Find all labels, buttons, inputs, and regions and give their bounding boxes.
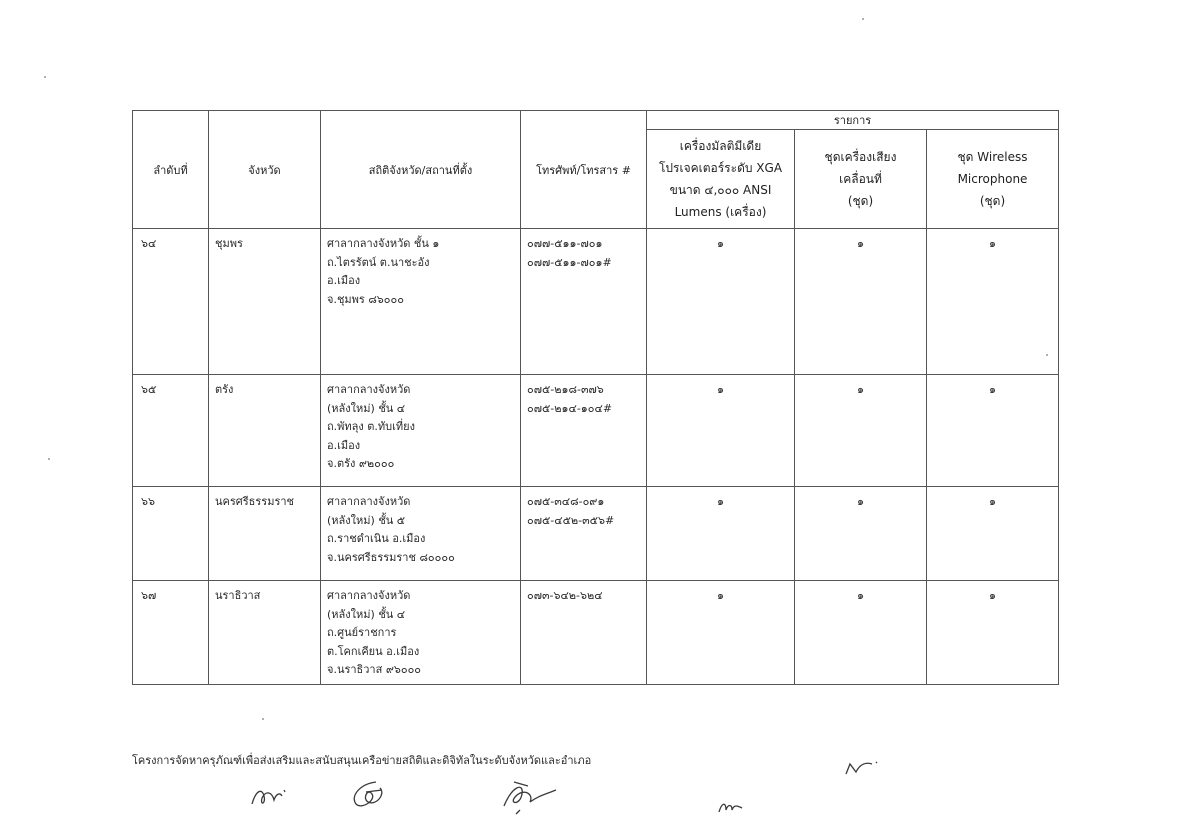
address-line: (หลังใหม่) ชั้น ๔ xyxy=(327,401,406,415)
cell-mic-qty xyxy=(927,581,1059,685)
cell-sound-qty xyxy=(795,229,927,375)
address-line: ถ.ไตรรัตน์ ต.นาชะอัง xyxy=(327,255,430,269)
cell-phone xyxy=(521,229,647,375)
scan-speck xyxy=(262,718,264,720)
address-line: ศาลากลางจังหวัด xyxy=(327,495,411,508)
cell-mic-qty xyxy=(927,229,1059,375)
signature-mark-4 xyxy=(716,798,746,816)
header-items-group: รายการ xyxy=(647,111,1059,130)
table-row xyxy=(133,487,1059,581)
table-row xyxy=(133,581,1059,685)
phone-line: ๐๗๗-๕๑๑-๗๐๑# xyxy=(527,255,612,269)
cell-phone xyxy=(521,375,647,487)
seq-value: ๖๕ xyxy=(141,383,157,396)
signature-mark-3 xyxy=(498,776,562,816)
cell-phone xyxy=(521,581,647,685)
cell-sound-qty xyxy=(795,375,927,487)
cell-sound-qty xyxy=(795,487,927,581)
mic-qty: ๑ xyxy=(989,237,996,250)
sound-qty: ๑ xyxy=(857,495,864,508)
cell-projector-qty xyxy=(647,229,795,375)
address-line: อ.เมือง xyxy=(327,438,361,452)
cell-address xyxy=(321,229,521,375)
header-mic xyxy=(927,130,1059,229)
scan-speck xyxy=(1046,354,1048,356)
cell-sound-qty xyxy=(795,581,927,685)
cell-projector-qty xyxy=(647,581,795,685)
cell-mic-qty xyxy=(927,487,1059,581)
table-row xyxy=(133,375,1059,487)
address-line: จ.นครศรีธรรมราช ๘๐๐๐๐ xyxy=(327,550,455,564)
header-projector xyxy=(647,130,795,229)
header-mic-line: ชุด Wireless xyxy=(957,150,1028,164)
header-office: สถิติจังหวัด/สถานที่ตั้ง xyxy=(321,111,521,229)
mic-qty: ๑ xyxy=(989,589,996,602)
cell-projector-qty xyxy=(647,487,795,581)
cell-seq xyxy=(133,581,209,685)
phone-line: ๐๗๕-๒๑๔-๑๐๔# xyxy=(527,401,613,415)
projector-qty: ๑ xyxy=(717,589,724,602)
header-province: จังหวัด xyxy=(209,111,321,229)
cell-seq xyxy=(133,487,209,581)
phone-line: ๐๗๕-๒๑๘-๓๗๖ xyxy=(527,383,604,396)
address-line: ถ.ศูนย์ราชการ xyxy=(327,626,397,639)
sound-qty: ๑ xyxy=(857,237,864,250)
mic-qty: ๑ xyxy=(989,383,996,396)
header-projector-line: โปรเจคเตอร์ระดับ XGA xyxy=(658,161,783,175)
address-line: ถ.ราชดำเนิน อ.เมือง xyxy=(327,532,426,545)
phone-line: ๐๗๗-๕๑๑-๗๐๑ xyxy=(527,237,603,250)
scan-speck xyxy=(44,76,46,78)
seq-value: ๖๗ xyxy=(141,589,157,602)
address-line: จ.ชุมพร ๘๖๐๐๐ xyxy=(327,292,404,306)
equipment-table xyxy=(132,110,1059,685)
address-line: ศาลากลางจังหวัด ชั้น ๑ xyxy=(327,237,440,250)
phone-line: ๐๗๓-๖๔๒-๖๒๔ xyxy=(527,589,603,602)
header-sound-line: ชุดเครื่องเสียง xyxy=(824,150,897,164)
table-row xyxy=(133,229,1059,375)
projector-qty: ๑ xyxy=(717,495,724,508)
cell-phone xyxy=(521,487,647,581)
header-seq: ลำดับที่ xyxy=(133,111,209,229)
phone-line: ๐๗๕-๔๕๒-๓๕๖# xyxy=(527,513,615,527)
cell-address xyxy=(321,487,521,581)
cell-province xyxy=(209,487,321,581)
province-value: นครศรีธรรมราช xyxy=(215,495,295,508)
sound-qty: ๑ xyxy=(857,589,864,602)
cell-seq xyxy=(133,229,209,375)
header-mic-line: (ชุด) xyxy=(979,194,1006,208)
cell-province xyxy=(209,581,321,685)
header-projector-line: เครื่องมัลติมีเดีย xyxy=(679,139,762,153)
header-projector-line: Lumens (เครื่อง) xyxy=(674,205,767,219)
project-footer-text: โครงการจัดหาครุภัณฑ์เพื่อส่งเสริมและสนับสนุนเครือข่ายสถิติและดิจิทัลในระดับจังหวัดและอำเภอ xyxy=(132,754,592,767)
header-mic-line: Microphone xyxy=(957,172,1028,186)
scan-speck xyxy=(48,458,50,460)
cell-province xyxy=(209,229,321,375)
signature-mark-5 xyxy=(842,756,882,778)
address-line: ศาลากลางจังหวัด xyxy=(327,383,411,396)
mic-qty: ๑ xyxy=(989,495,996,508)
phone-line: ๐๗๕-๓๔๘-๐๙๑ xyxy=(527,495,605,508)
cell-address xyxy=(321,375,521,487)
header-phone: โทรศัพท์/โทรสาร # xyxy=(521,111,647,229)
cell-province xyxy=(209,375,321,487)
signature-mark-1 xyxy=(248,784,292,810)
address-line: (หลังใหม่) ชั้น ๔ xyxy=(327,607,406,621)
address-line: ศาลากลางจังหวัด xyxy=(327,589,411,602)
province-value: ชุมพร xyxy=(215,237,243,250)
address-line: อ.เมือง xyxy=(327,274,361,287)
seq-value: ๖๔ xyxy=(141,237,157,250)
address-line: (หลังใหม่) ชั้น ๕ xyxy=(327,513,406,527)
province-value: นราธิวาส xyxy=(215,589,261,602)
cell-seq xyxy=(133,375,209,487)
cell-projector-qty xyxy=(647,375,795,487)
address-line: จ.ตรัง ๙๒๐๐๐ xyxy=(327,457,395,470)
header-projector-line: ขนาด ๔,๐๐๐ ANSI xyxy=(669,183,772,197)
scan-speck xyxy=(862,18,864,20)
header-sound xyxy=(795,130,927,229)
signature-mark-2 xyxy=(346,778,392,812)
header-sound-line: เคลื่อนที่ xyxy=(839,172,882,186)
seq-value: ๖๖ xyxy=(141,495,155,508)
projector-qty: ๑ xyxy=(717,237,724,250)
address-line: จ.นราธิวาส ๙๖๐๐๐ xyxy=(327,663,422,676)
address-line: ถ.พัทลุง ต.ทับเที่ยง xyxy=(327,420,415,433)
cell-mic-qty xyxy=(927,375,1059,487)
projector-qty: ๑ xyxy=(717,383,724,396)
cell-address xyxy=(321,581,521,685)
province-value: ตรัง xyxy=(215,383,234,396)
header-sound-line: (ชุด) xyxy=(847,194,874,208)
address-line: ต.โคกเคียน อ.เมือง xyxy=(327,644,420,658)
sound-qty: ๑ xyxy=(857,383,864,396)
